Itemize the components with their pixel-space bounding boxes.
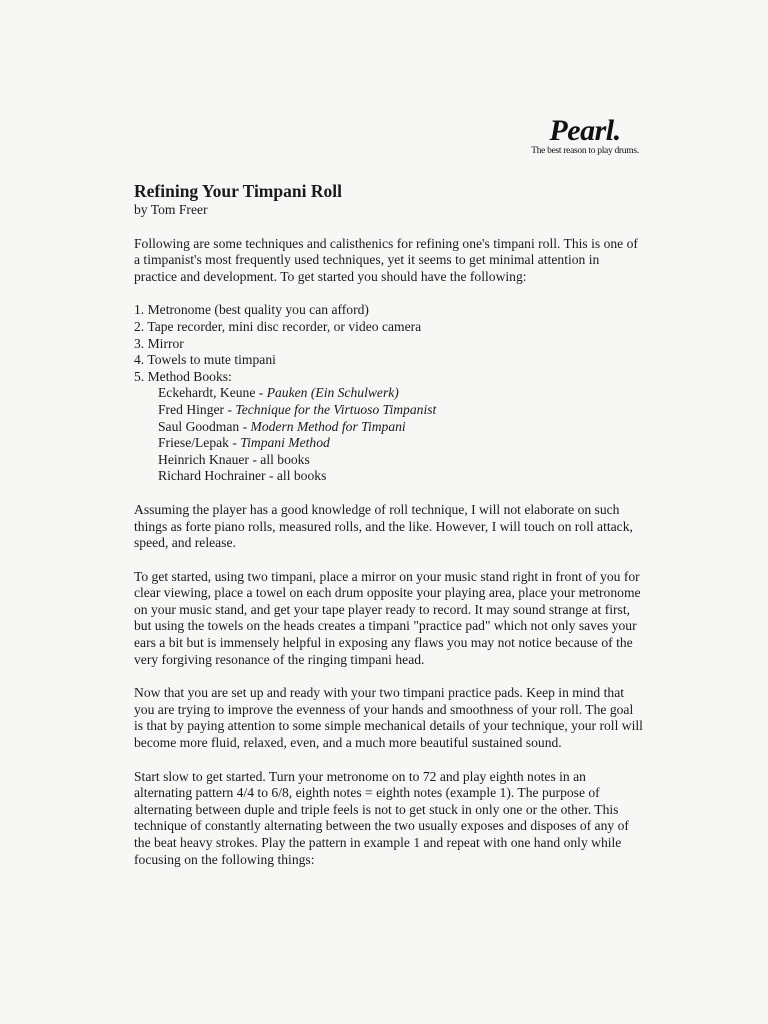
book-item [158, 385, 644, 402]
pearl-logo [520, 114, 650, 157]
list-item: 2. Tape recorder, mini disc recorder, or video camera [134, 318, 422, 334]
book-item [158, 402, 644, 419]
book-item [158, 419, 644, 436]
book-author: Saul Goodman - [158, 418, 251, 434]
book-author: Richard Hochrainer - all books [158, 468, 327, 484]
logo-wordmark: Pearl. [549, 114, 621, 147]
list-item-label: 5. Method Books: [134, 368, 232, 384]
equipment-list [134, 302, 644, 485]
list-item [134, 369, 644, 485]
list-item: 1. Metronome (best quality you can afford) [134, 302, 369, 318]
body-paragraph: To get started, using two timpani, place a mirror on your music stand right in front of you for clear viewing, place a towel on each drum opposite your playing area, place your metronome on your music stand, and get your tape player ready to record. It may sound strange at first, but using the towels on the heads creates a timpani "practice pad" which not only saves your ears a bit but is immensely helpful in exposing any flaws you may not notice because of the very forgiving resonance of the ringing timpani head. [134, 568, 641, 667]
book-item [158, 468, 644, 485]
intro-paragraph: Following are some techniques and calisthenics for refining one's timpani roll. This is one of a timpanist's most frequently used techniques, yet it seems to get minimal attention in practice and development. To get started you should have the following: [134, 235, 638, 284]
book-author: Friese/Lepak - [158, 435, 241, 451]
article-body [134, 180, 644, 885]
book-author: Fred Hinger - [158, 401, 236, 417]
book-item [158, 435, 644, 452]
article-title: Refining Your Timpani Roll [134, 181, 342, 201]
body-paragraph: Now that you are set up and ready with your two timpani practice pads. Keep in mind that you are trying to improve the evenness of your hands and smoothness of your roll. The goal is that by paying attention to some simple mechanical details of your technique, your roll will become more fluid, relaxed, even, and a much more beautiful sustained sound. [134, 685, 643, 751]
body-paragraph: Start slow to get started. Turn your metronome on to 72 and play eighth notes in an alternating pattern 4/4 to 6/8, eighth notes = eighth notes (example 1). The purpose of alternating between duple and triple feels is not to get stuck in only one or the other. This technique of constantly alternating between the two usually exposes and disposes of any of the beat heavy strokes. Play the pattern in example 1 and repeat with one hand only while focusing on the following things: [134, 768, 629, 867]
book-title: Technique for the Virtuoso Timpanist [235, 401, 437, 417]
book-item [158, 452, 644, 469]
book-title: Pauken (Ein Schulwerk) [266, 385, 399, 401]
body-paragraph: Assuming the player has a good knowledge of roll technique, I will not elaborate on such things as forte piano rolls, measured rolls, and the like. However, I will touch on roll attack, speed, and release. [134, 501, 633, 551]
book-title: Timpani Method [240, 435, 330, 451]
book-title: Modern Method for Timpani [250, 418, 406, 434]
article-byline: by Tom Freer [134, 202, 208, 217]
logo-tagline: The best reason to play drums. [531, 146, 639, 156]
book-author: Eckehardt, Keune - [158, 385, 267, 401]
list-item: 4. Towels to mute timpani [134, 352, 276, 368]
book-author: Heinrich Knauer - all books [158, 451, 310, 467]
method-books-list [134, 385, 644, 485]
list-item: 3. Mirror [134, 335, 184, 351]
